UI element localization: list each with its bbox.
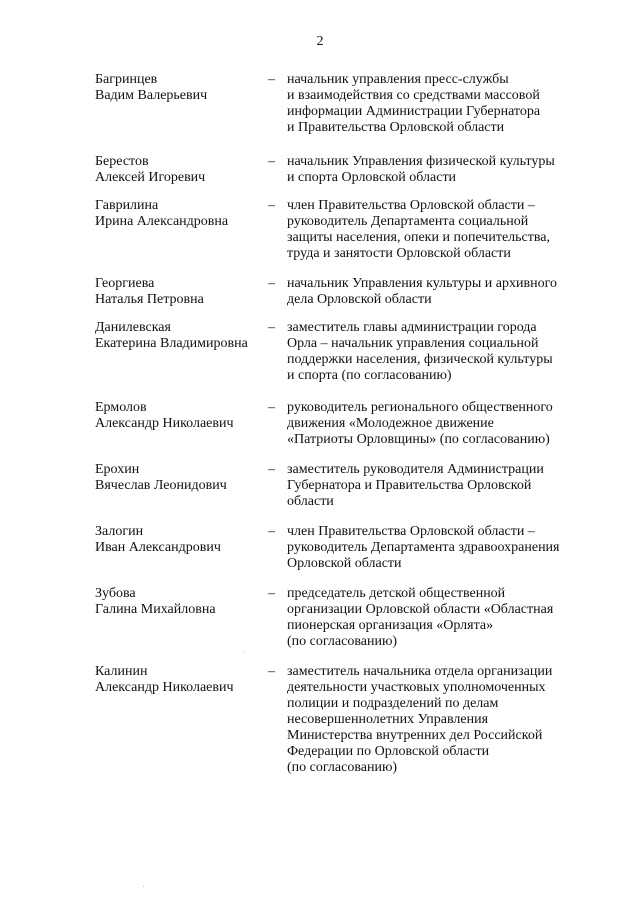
- position-line: движения «Молодежное движение: [287, 416, 494, 431]
- member-given-names: Александр Николаевич: [95, 416, 234, 431]
- member-position: [287, 586, 587, 650]
- member-surname: Данилевская: [95, 320, 171, 335]
- position-line: Федерации по Орловской области: [287, 744, 490, 759]
- position-line: и взаимодействия со средствами массовой: [287, 88, 540, 103]
- member-given-names: Ирина Александровна: [95, 214, 229, 229]
- member-name: [95, 320, 265, 352]
- member-given-names: Александр Николаевич: [95, 680, 234, 695]
- position-line: «Патриоты Орловщины» (по согласованию): [287, 432, 550, 447]
- position-line: (по согласованию): [287, 634, 398, 649]
- position-line: заместитель начальника отдела организации: [287, 664, 553, 679]
- position-line: член Правительства Орловской области –: [287, 198, 535, 213]
- member-surname: Багринцев: [95, 72, 158, 87]
- position-line: защиты населения, опеки и попечительства,: [287, 230, 551, 245]
- position-line: и спорта Орловской области: [287, 170, 457, 185]
- entry-dash: –: [268, 320, 275, 335]
- position-line: поддержки населения, физической культуры: [287, 352, 553, 367]
- member-position: [287, 276, 587, 308]
- position-line: несовершеннолетних Управления: [287, 712, 489, 727]
- entry-dash: –: [268, 586, 275, 601]
- position-line: труда и занятости Орловской области: [287, 246, 511, 261]
- position-line: председатель детской общественной: [287, 586, 506, 601]
- position-line: и Правительства Орловской области: [287, 120, 505, 135]
- scan-speck: [243, 652, 244, 653]
- member-surname: Ерохин: [95, 462, 140, 477]
- member-name: [95, 586, 265, 618]
- position-line: и спорта (по согласованию): [287, 368, 452, 383]
- entry-dash: –: [268, 276, 275, 291]
- member-position: [287, 462, 587, 510]
- position-line: руководитель Департамента социальной: [287, 214, 529, 229]
- member-position: [287, 524, 587, 572]
- entry-dash: –: [268, 198, 275, 213]
- member-name: [95, 462, 265, 494]
- position-line: Губернатора и Правительства Орловской: [287, 478, 532, 493]
- position-line: информации Администрации Губернатора: [287, 104, 541, 119]
- position-line: заместитель руководителя Администрации: [287, 462, 544, 477]
- position-line: деятельности участковых уполномоченных: [287, 680, 546, 695]
- member-surname: Гаврилина: [95, 198, 159, 213]
- member-name: [95, 72, 265, 104]
- position-line: полиции и подразделений по делам: [287, 696, 499, 711]
- member-surname: Зубова: [95, 586, 136, 601]
- member-given-names: Наталья Петровна: [95, 292, 204, 307]
- member-position: [287, 198, 587, 262]
- member-name: [95, 198, 265, 230]
- member-surname: Ермолов: [95, 400, 147, 415]
- entry-dash: –: [268, 524, 275, 539]
- member-position: [287, 400, 587, 448]
- position-line: Орла – начальник управления социальной: [287, 336, 539, 351]
- member-given-names: Екатерина Владимировна: [95, 336, 248, 351]
- member-name: [95, 664, 265, 696]
- member-given-names: Вадим Валерьевич: [95, 88, 208, 103]
- position-line: член Правительства Орловской области –: [287, 524, 535, 539]
- entry-dash: –: [268, 400, 275, 415]
- member-name: [95, 524, 265, 556]
- member-name: [95, 400, 265, 432]
- member-name: [95, 154, 265, 186]
- position-line: начальник управления пресс-службы: [287, 72, 509, 87]
- scan-speck: [143, 886, 144, 887]
- entry-dash: –: [268, 154, 275, 169]
- entry-dash: –: [268, 72, 275, 87]
- member-name: [95, 276, 265, 308]
- position-line: области: [287, 494, 334, 509]
- member-position: [287, 320, 587, 384]
- member-position: [287, 72, 587, 136]
- position-line: организации Орловской области «Областная: [287, 602, 554, 617]
- member-given-names: Алексей Игоревич: [95, 170, 206, 185]
- entry-dash: –: [268, 664, 275, 679]
- position-line: дела Орловской области: [287, 292, 432, 307]
- member-given-names: Иван Александрович: [95, 540, 221, 555]
- member-given-names: Вячеслав Леонидович: [95, 478, 227, 493]
- position-line: руководитель регионального общественного: [287, 400, 553, 415]
- position-line: (по согласованию): [287, 760, 398, 775]
- position-line: Министерства внутренних дел Российской: [287, 728, 543, 743]
- member-given-names: Галина Михайловна: [95, 602, 216, 617]
- member-surname: Залогин: [95, 524, 144, 539]
- member-surname: Георгиева: [95, 276, 155, 291]
- member-position: [287, 664, 587, 776]
- page-number: 2: [316, 34, 324, 49]
- member-surname: Берестов: [95, 154, 149, 169]
- member-surname: Калинин: [95, 664, 148, 679]
- position-line: пионерская организация «Орлята»: [287, 618, 494, 633]
- entry-dash: –: [268, 462, 275, 477]
- position-line: руководитель Департамента здравоохранения: [287, 540, 560, 555]
- member-position: [287, 154, 587, 186]
- position-line: начальник Управления физической культуры: [287, 154, 555, 169]
- position-line: начальник Управления культуры и архивного: [287, 276, 557, 291]
- position-line: заместитель главы администрации города: [287, 320, 537, 335]
- position-line: Орловской области: [287, 556, 402, 571]
